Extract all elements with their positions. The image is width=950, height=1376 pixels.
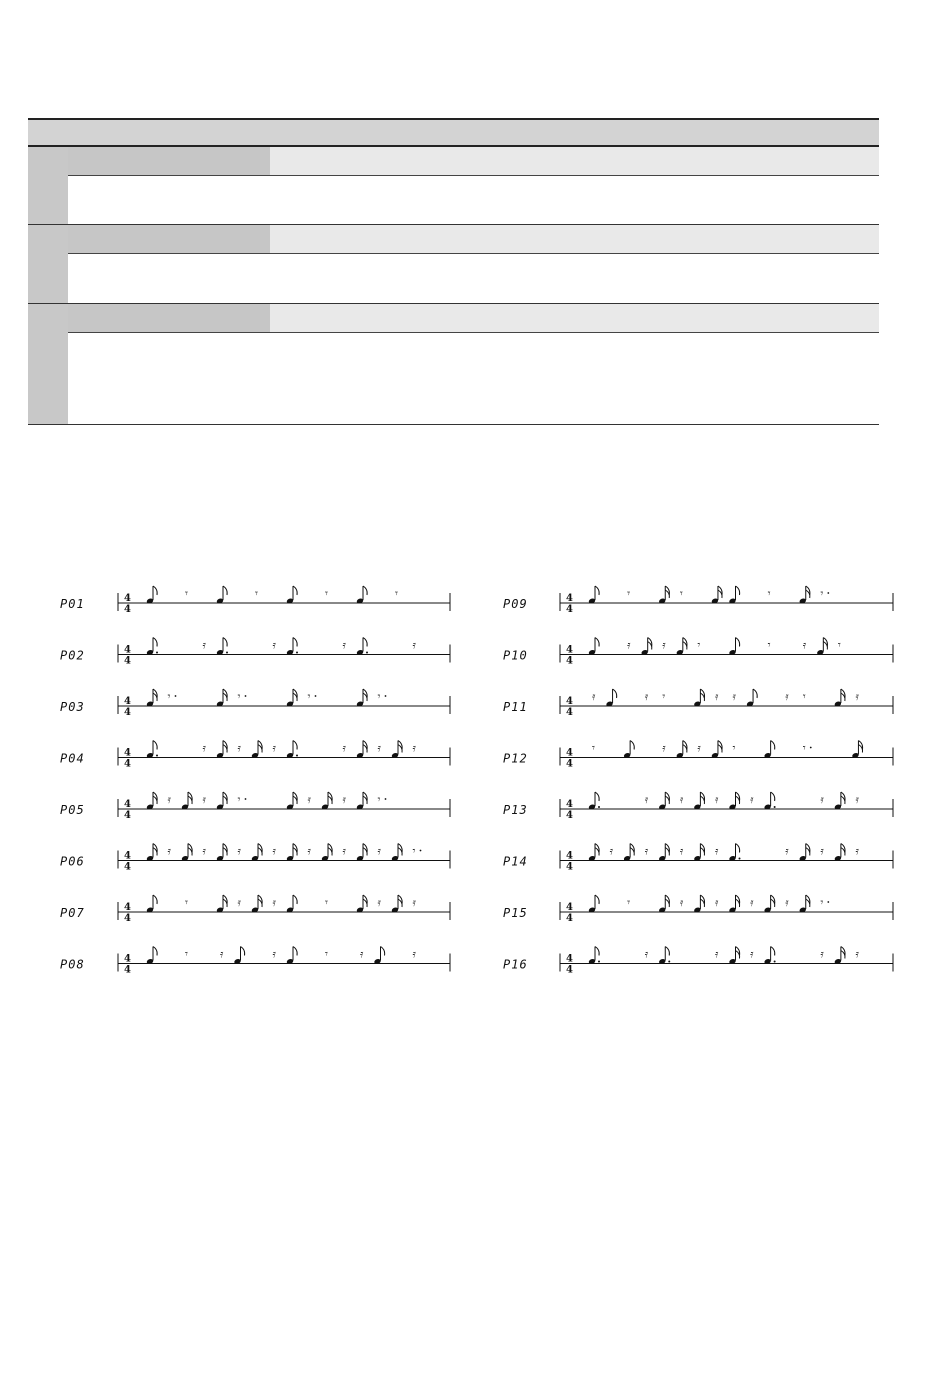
time-signature-bottom: 4 bbox=[566, 655, 573, 667]
rest-symbol: 𝄿 bbox=[360, 947, 364, 961]
rest-symbol: 𝄿 bbox=[785, 844, 789, 858]
rest-dot bbox=[315, 695, 317, 697]
time-signature-top: 4 bbox=[124, 644, 131, 656]
rest-symbol: 𝄾 bbox=[627, 896, 631, 909]
rest-dot bbox=[245, 695, 247, 697]
time-signature-bottom: 4 bbox=[124, 758, 131, 770]
rest-symbol: 𝄿 bbox=[785, 896, 789, 909]
pattern-label: P16 bbox=[503, 957, 528, 972]
pattern-label: P07 bbox=[60, 906, 85, 920]
time-signature-top: 4 bbox=[566, 850, 573, 862]
rest-symbol: 𝄾 bbox=[325, 587, 328, 600]
rest-symbol: 𝄿 bbox=[679, 896, 684, 909]
rest-symbol: 𝄿 bbox=[237, 741, 241, 755]
note-flag bbox=[771, 741, 775, 750]
note-flag bbox=[736, 586, 740, 595]
rest-symbol: 𝄾 bbox=[732, 741, 736, 755]
rest-symbol: 𝄿 bbox=[307, 793, 311, 806]
rest-symbol: 𝄾 bbox=[167, 690, 171, 703]
rest-symbol: 𝄿 bbox=[272, 638, 276, 652]
rest-dot bbox=[810, 747, 812, 749]
pattern-label: P12 bbox=[503, 751, 528, 766]
note-flag bbox=[241, 947, 245, 956]
note-flag bbox=[665, 947, 669, 956]
rest-symbol: 𝄾 bbox=[237, 690, 241, 703]
note-dot bbox=[774, 806, 776, 808]
note-flag bbox=[753, 689, 757, 698]
rest-symbol: 𝄿 bbox=[342, 844, 346, 858]
rest-symbol: 𝄿 bbox=[855, 947, 859, 961]
rest-symbol: 𝄾 bbox=[237, 793, 241, 806]
rest-symbol: 𝄿 bbox=[714, 896, 719, 909]
note-flag bbox=[595, 947, 599, 956]
rest-symbol: 𝄿 bbox=[820, 947, 824, 961]
rest-symbol: 𝄾 bbox=[802, 690, 806, 703]
time-signature-bottom: 4 bbox=[566, 604, 573, 615]
time-signature-top: 4 bbox=[124, 902, 131, 913]
note-flag bbox=[736, 844, 740, 853]
note-dot bbox=[156, 755, 158, 757]
note-flag bbox=[293, 895, 297, 904]
note-flag bbox=[153, 586, 157, 595]
note-flag bbox=[223, 586, 227, 595]
rest-symbol: 𝄿 bbox=[592, 690, 596, 703]
time-signature-bottom: 4 bbox=[124, 707, 131, 718]
pattern-label: P06 bbox=[60, 854, 85, 869]
rest-symbol: 𝄿 bbox=[644, 947, 649, 961]
rest-symbol: 𝄾 bbox=[662, 690, 666, 703]
time-signature-top: 4 bbox=[566, 696, 573, 707]
rest-symbol: 𝄾 bbox=[802, 741, 806, 755]
pattern-label: P08 bbox=[60, 957, 85, 972]
pattern-label: P05 bbox=[60, 803, 85, 817]
note-flag bbox=[153, 638, 157, 647]
rest-symbol: 𝄿 bbox=[609, 844, 613, 858]
rest-symbol: 𝄿 bbox=[644, 793, 649, 806]
rest-symbol: 𝄿 bbox=[272, 844, 276, 858]
rest-symbol: 𝄾 bbox=[820, 896, 824, 909]
time-signature-top: 4 bbox=[566, 593, 573, 604]
rest-symbol: 𝄾 bbox=[307, 690, 311, 703]
rest-symbol: 𝄿 bbox=[679, 844, 684, 858]
time-signature-top: 4 bbox=[124, 696, 131, 707]
note-dot bbox=[598, 961, 600, 963]
rest-symbol: 𝄿 bbox=[644, 844, 649, 858]
note-flag bbox=[595, 792, 599, 801]
note-flag bbox=[381, 947, 385, 956]
rest-symbol: 𝄿 bbox=[412, 638, 416, 652]
pattern-label: P15 bbox=[503, 906, 528, 920]
rest-symbol: 𝄿 bbox=[679, 793, 684, 806]
rest-dot bbox=[420, 850, 422, 852]
time-signature-top: 4 bbox=[124, 799, 131, 810]
note-dot bbox=[226, 652, 228, 654]
rest-dot bbox=[175, 695, 177, 697]
rest-symbol: 𝄿 bbox=[342, 638, 346, 652]
time-signature-bottom: 4 bbox=[124, 913, 131, 924]
rest-symbol: 𝄿 bbox=[412, 896, 416, 909]
time-signature-bottom: 4 bbox=[124, 964, 131, 976]
pattern-label: P02 bbox=[60, 648, 85, 663]
pattern-label: P14 bbox=[503, 854, 528, 869]
time-signature-bottom: 4 bbox=[124, 810, 131, 821]
time-signature-top: 4 bbox=[124, 850, 131, 862]
rest-symbol: 𝄿 bbox=[732, 690, 736, 703]
note-dot bbox=[296, 652, 298, 654]
rest-symbol: 𝄿 bbox=[237, 844, 241, 858]
note-dot bbox=[598, 806, 600, 808]
rest-symbol: 𝄿 bbox=[202, 741, 206, 755]
note-flag bbox=[630, 741, 634, 750]
time-signature-bottom: 4 bbox=[566, 861, 573, 873]
time-signature-top: 4 bbox=[566, 902, 573, 913]
rest-symbol: 𝄾 bbox=[697, 638, 701, 652]
rest-dot bbox=[385, 798, 387, 800]
note-flag bbox=[153, 741, 157, 750]
note-flag bbox=[736, 638, 740, 647]
rest-symbol: 𝄿 bbox=[167, 844, 171, 858]
rest-symbol: 𝄾 bbox=[185, 587, 188, 600]
rest-symbol: 𝄿 bbox=[272, 947, 276, 961]
rest-symbol: 𝄾 bbox=[679, 587, 683, 600]
rest-symbol: 𝄿 bbox=[377, 844, 381, 858]
rest-symbol: 𝄾 bbox=[412, 844, 416, 858]
rest-symbol: 𝄾 bbox=[627, 587, 631, 600]
rest-symbol: 𝄾 bbox=[255, 587, 258, 600]
time-signature-top: 4 bbox=[566, 644, 573, 656]
pattern-label: P10 bbox=[503, 648, 528, 663]
note-dot bbox=[774, 961, 776, 963]
rest-symbol: 𝄿 bbox=[167, 793, 171, 806]
time-signature-top: 4 bbox=[124, 593, 131, 604]
rest-symbol: 𝄿 bbox=[750, 896, 754, 909]
rest-symbol: 𝄿 bbox=[750, 947, 754, 961]
note-flag bbox=[613, 689, 617, 698]
note-dot bbox=[366, 652, 368, 654]
rest-symbol: 𝄿 bbox=[237, 896, 241, 909]
rest-symbol: 𝄿 bbox=[820, 844, 824, 858]
pattern-label: P09 bbox=[503, 597, 528, 611]
note-flag bbox=[293, 638, 297, 647]
rest-symbol: 𝄿 bbox=[412, 947, 416, 961]
rest-symbol: 𝄿 bbox=[342, 793, 346, 806]
rest-symbol: 𝄿 bbox=[412, 741, 416, 755]
rest-symbol: 𝄾 bbox=[767, 638, 771, 652]
note-flag bbox=[153, 947, 157, 956]
rest-symbol: 𝄾 bbox=[837, 638, 841, 652]
rest-symbol: 𝄾 bbox=[377, 793, 381, 806]
time-signature-bottom: 4 bbox=[124, 655, 131, 667]
time-signature-bottom: 4 bbox=[124, 604, 131, 615]
rest-dot bbox=[827, 592, 829, 594]
rest-symbol: 𝄿 bbox=[272, 741, 276, 755]
rest-dot bbox=[245, 798, 247, 800]
rest-symbol: 𝄿 bbox=[750, 793, 754, 806]
rest-symbol: 𝄿 bbox=[785, 690, 789, 703]
pattern-label: P03 bbox=[60, 700, 85, 714]
rest-symbol: 𝄿 bbox=[202, 638, 206, 652]
note-flag bbox=[153, 895, 157, 904]
note-dot bbox=[296, 755, 298, 757]
note-dot bbox=[156, 652, 158, 654]
rest-symbol: 𝄿 bbox=[697, 741, 701, 755]
note-flag bbox=[595, 586, 599, 595]
rest-symbol: 𝄾 bbox=[767, 587, 771, 600]
time-signature-bottom: 4 bbox=[566, 758, 573, 770]
note-dot bbox=[739, 858, 741, 860]
rest-symbol: 𝄿 bbox=[342, 741, 346, 755]
time-signature-top: 4 bbox=[566, 953, 573, 965]
rest-symbol: 𝄾 bbox=[185, 896, 188, 909]
pattern-label: P13 bbox=[503, 803, 528, 817]
rest-symbol: 𝄿 bbox=[202, 793, 206, 806]
rest-symbol: 𝄾 bbox=[325, 947, 328, 961]
rest-symbol: 𝄿 bbox=[714, 947, 719, 961]
rest-symbol: 𝄿 bbox=[855, 844, 859, 858]
pattern-label: P01 bbox=[60, 597, 85, 611]
rest-symbol: 𝄿 bbox=[377, 741, 381, 755]
pattern-label: P04 bbox=[60, 751, 85, 766]
rest-symbol: 𝄾 bbox=[592, 741, 595, 755]
time-signature-bottom: 4 bbox=[566, 913, 573, 924]
note-flag bbox=[293, 947, 297, 956]
time-signature-bottom: 4 bbox=[566, 810, 573, 821]
rest-symbol: 𝄿 bbox=[714, 690, 719, 703]
note-flag bbox=[363, 586, 367, 595]
rest-symbol: 𝄾 bbox=[185, 947, 188, 961]
rest-symbol: 𝄾 bbox=[377, 690, 381, 703]
time-signature-bottom: 4 bbox=[566, 964, 573, 976]
rest-symbol: 𝄿 bbox=[307, 844, 311, 858]
rest-symbol: 𝄾 bbox=[820, 587, 824, 600]
rest-symbol: 𝄿 bbox=[662, 741, 666, 755]
rest-symbol: 𝄿 bbox=[627, 638, 631, 652]
time-signature-bottom: 4 bbox=[566, 707, 573, 718]
rest-symbol: 𝄿 bbox=[220, 947, 224, 961]
rest-symbol: 𝄿 bbox=[802, 638, 807, 652]
time-signature-top: 4 bbox=[566, 799, 573, 810]
note-flag bbox=[223, 638, 227, 647]
rest-symbol: 𝄾 bbox=[395, 587, 398, 600]
rest-symbol: 𝄿 bbox=[855, 793, 859, 806]
note-flag bbox=[293, 586, 297, 595]
note-flag bbox=[595, 638, 599, 647]
time-signature-top: 4 bbox=[566, 747, 573, 759]
rest-symbol: 𝄿 bbox=[202, 844, 206, 858]
pattern-label: P11 bbox=[503, 700, 528, 714]
rest-symbol: 𝄿 bbox=[714, 844, 719, 858]
note-flag bbox=[771, 947, 775, 956]
rest-symbol: 𝄿 bbox=[377, 896, 381, 909]
rest-symbol: 𝄾 bbox=[325, 896, 328, 909]
rest-symbol: 𝄿 bbox=[662, 638, 666, 652]
rest-symbol: 𝄿 bbox=[272, 896, 276, 909]
rest-symbol: 𝄿 bbox=[855, 690, 859, 703]
rest-dot bbox=[827, 901, 829, 903]
note-flag bbox=[363, 638, 367, 647]
note-flag bbox=[771, 792, 775, 801]
time-signature-top: 4 bbox=[124, 747, 131, 759]
note-flag bbox=[293, 741, 297, 750]
rest-symbol: 𝄿 bbox=[714, 793, 719, 806]
rest-symbol: 𝄿 bbox=[820, 793, 824, 806]
note-flag bbox=[595, 895, 599, 904]
time-signature-bottom: 4 bbox=[124, 861, 131, 873]
rest-symbol: 𝄿 bbox=[644, 690, 649, 703]
time-signature-top: 4 bbox=[124, 953, 131, 965]
rest-dot bbox=[385, 695, 387, 697]
note-dot bbox=[668, 961, 670, 963]
